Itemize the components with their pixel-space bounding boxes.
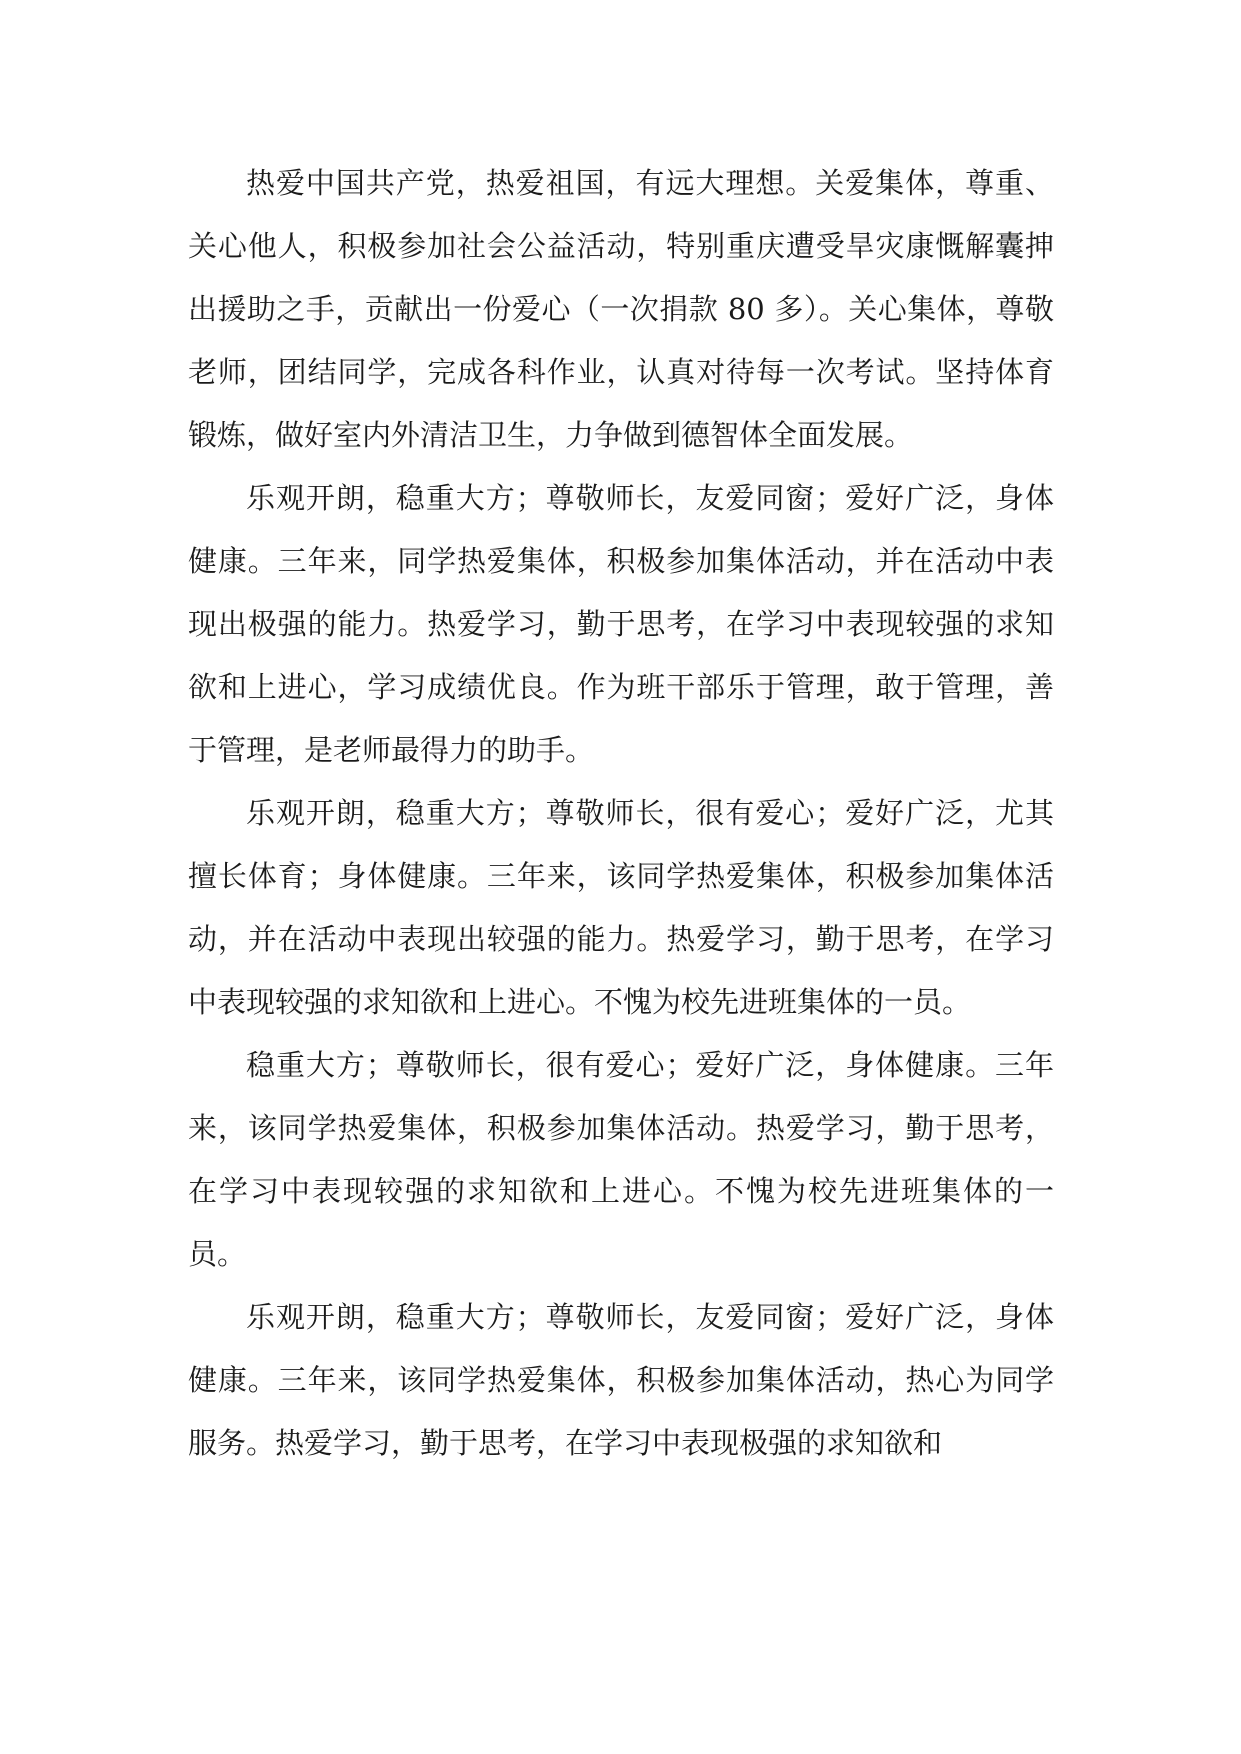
document-body (188, 152, 1054, 1475)
paragraph-1: 热爱中国共产党，热爱祖国，有远大理想。关爱集体，尊重、关心他人，积极参加社会公益活动，特别重庆遭受旱灾康慨解囊抻出援助之手，贡献出一份爱心（一次捐款 80 多）。关心集体，尊敬老师，团结同学，完成各科作业，认真对待每一次考试。坚持体育锻炼，做好室内外清洁卫生，力争做到德智体全面发展。 (188, 166, 1054, 452)
paragraph-2: 乐观开朗，稳重大方；尊敬师长，友爱同窗；爱好广泛，身体健康。三年来，同学热爱集体，积极参加集体活动，并在活动中表现出极强的能力。热爱学习，勤于思考，在学习中表现较强的求知欲和上进心，学习成绩优良。作为班干部乐于管理，敢于管理，善于管理，是老师最得力的助手。 (188, 481, 1054, 767)
paragraph-3: 乐观开朗，稳重大方；尊敬师长，很有爱心；爱好广泛，尤其擅长体育；身体健康。三年来，该同学热爱集体，积极参加集体活动，并在活动中表现出较强的能力。热爱学习，勤于思考，在学习中表现较强的求知欲和上进心。不愧为校先进班集体的一员。 (188, 796, 1054, 1019)
paragraph-5: 乐观开朗，稳重大方；尊敬师长，友爱同窗；爱好广泛，身体健康。三年来，该同学热爱集体，积极参加集体活动，热心为同学服务。热爱学习，勤于思考，在学习中表现极强的求知欲和 (188, 1300, 1054, 1460)
paragraph-4: 稳重大方；尊敬师长，很有爱心；爱好广泛，身体健康。三年来，该同学热爱集体，积极参加集体活动。热爱学习，勤于思考，在学习中表现较强的求知欲和上进心。不愧为校先进班集体的一员。 (188, 1048, 1054, 1271)
